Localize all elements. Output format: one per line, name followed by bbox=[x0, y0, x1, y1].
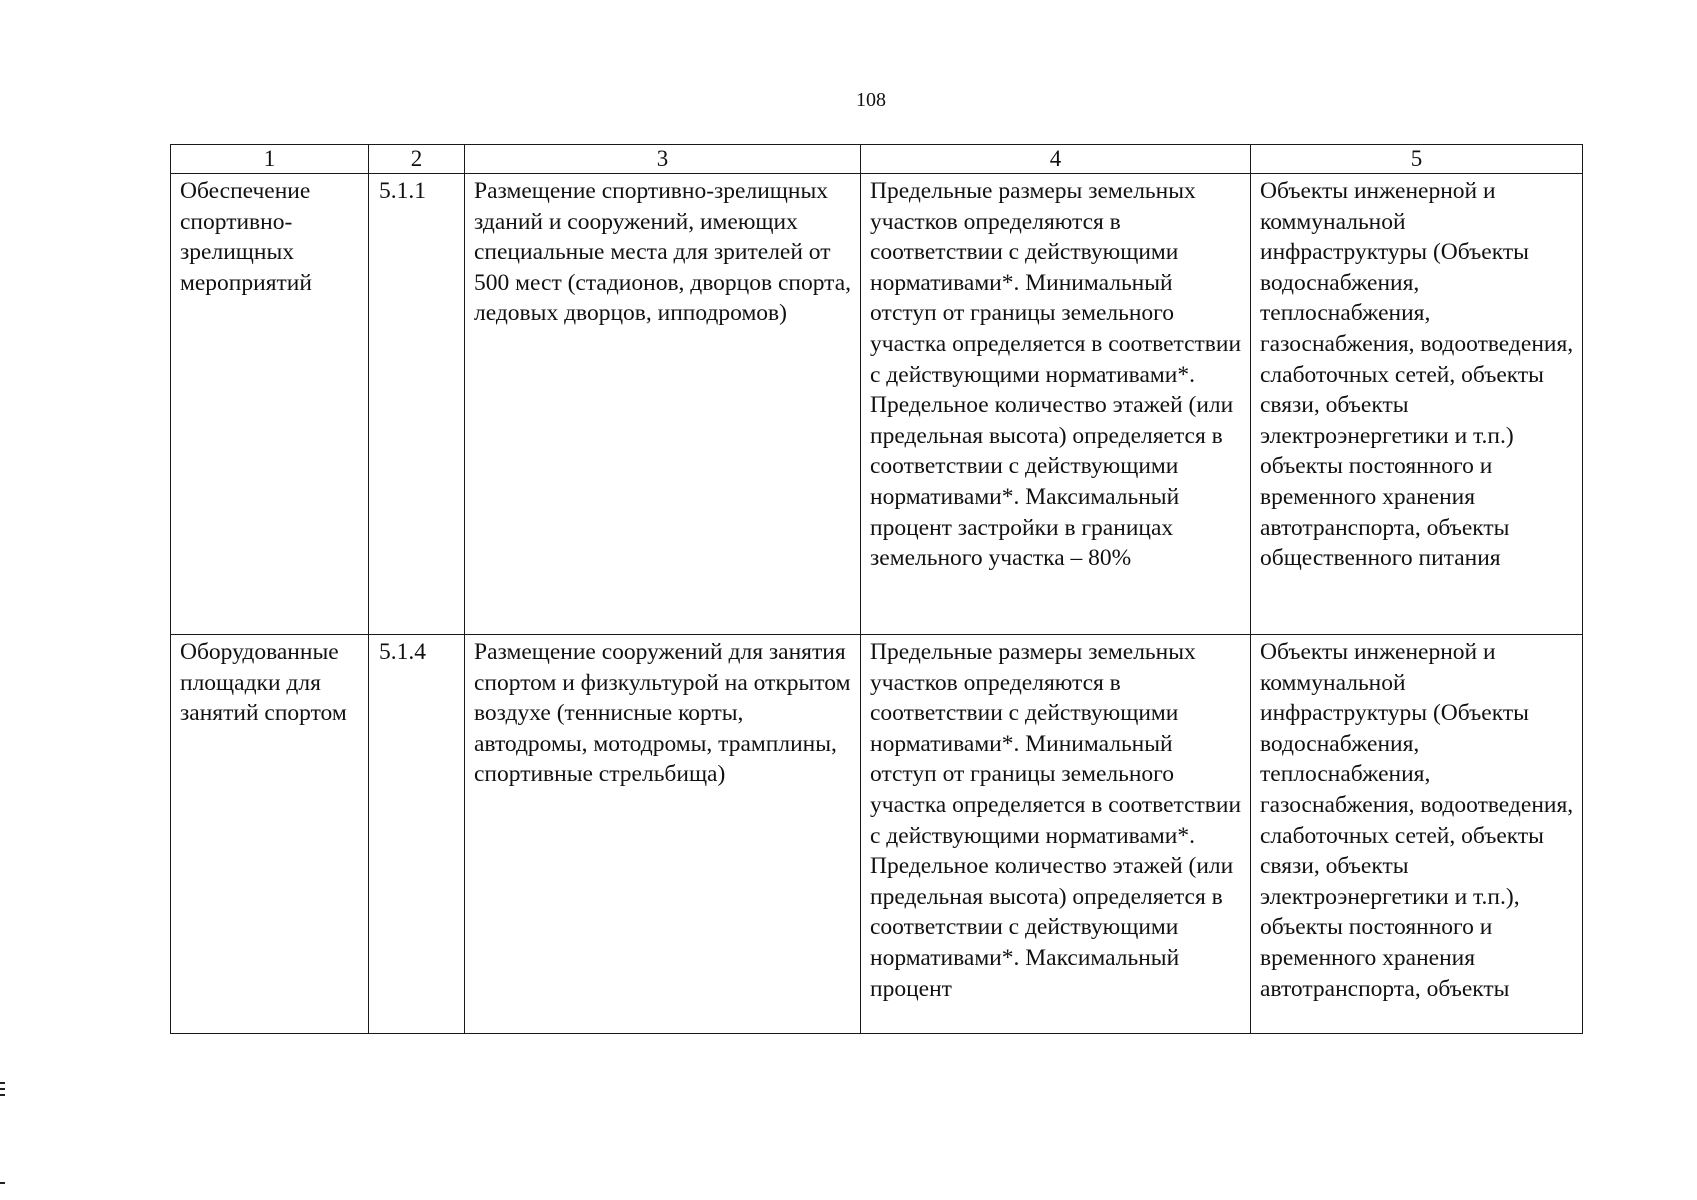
scan-edge-mark bbox=[0, 1094, 5, 1096]
header-col-4: 4 bbox=[861, 145, 1251, 174]
description-cell: Размещение спортивно-зрелищных зданий и сооружений, имеющих специальные места для зрителей от 500 мест (стадионов, дворцов спорта, ледовых дворцов, ипподромов) bbox=[465, 174, 861, 635]
description-cell: Размещение сооружений для занятия спортом и физкультурой на открытом воздухе (теннисные корты, автодромы, мотодромы, трамплины, спортивные стрельбища) bbox=[465, 635, 861, 1034]
land-use-code-cell: 5.1.4 bbox=[369, 635, 465, 1034]
land-use-name-cell: Оборудованные площадки для занятий спортом bbox=[171, 635, 369, 1034]
page-number: 108 bbox=[856, 89, 886, 111]
table-row bbox=[171, 635, 1583, 1034]
header-col-3: 3 bbox=[465, 145, 861, 174]
header-col-2: 2 bbox=[369, 145, 465, 174]
auxiliary-uses-cell: Объекты инженерной и коммунальной инфраструктуры (Объекты водоснабжения, теплоснабжения, газоснабжения, водоотведения, слаботочных сетей, объекты связи, объекты электроэнергетики и т.п.) объекты постоянного и временного хранения автотранспорта, объекты общественного питания bbox=[1251, 174, 1583, 635]
scan-edge-mark bbox=[0, 1082, 5, 1084]
header-col-5: 5 bbox=[1251, 145, 1583, 174]
parameters-cell: Предельные размеры земельных участков определяются в соответствии с действующими нормативами*. Минимальный отступ от границы земельного участка определяется в соответствии с действующими нормативами*. Предельное количество этажей (или предельная высота) определяется в соответствии с действующими нормативами*. Максимальный процент bbox=[861, 635, 1251, 1034]
scan-edge-mark bbox=[0, 1182, 5, 1184]
header-col-1: 1 bbox=[171, 145, 369, 174]
zoning-table bbox=[170, 144, 1583, 1034]
scan-edge-mark bbox=[0, 1088, 5, 1090]
land-use-code-cell: 5.1.1 bbox=[369, 174, 465, 635]
auxiliary-uses-cell: Объекты инженерной и коммунальной инфраструктуры (Объекты водоснабжения, теплоснабжения, газоснабжения, водоотведения, слаботочных сетей, объекты связи, объекты электроэнергетики и т.п.), объекты постоянного и временного хранения автотранспорта, объекты bbox=[1251, 635, 1583, 1034]
table-row bbox=[171, 174, 1583, 635]
land-use-name-cell: Обеспечение спортивно-зрелищных мероприятий bbox=[171, 174, 369, 635]
header-row bbox=[171, 145, 1583, 174]
parameters-cell: Предельные размеры земельных участков определяются в соответствии с действующими нормативами*. Минимальный отступ от границы земельного участка определяется в соответствии с действующими нормативами*. Предельное количество этажей (или предельная высота) определяется в соответствии с действующими нормативами*. Максимальный процент застройки в границах земельного участка – 80% bbox=[861, 174, 1251, 635]
